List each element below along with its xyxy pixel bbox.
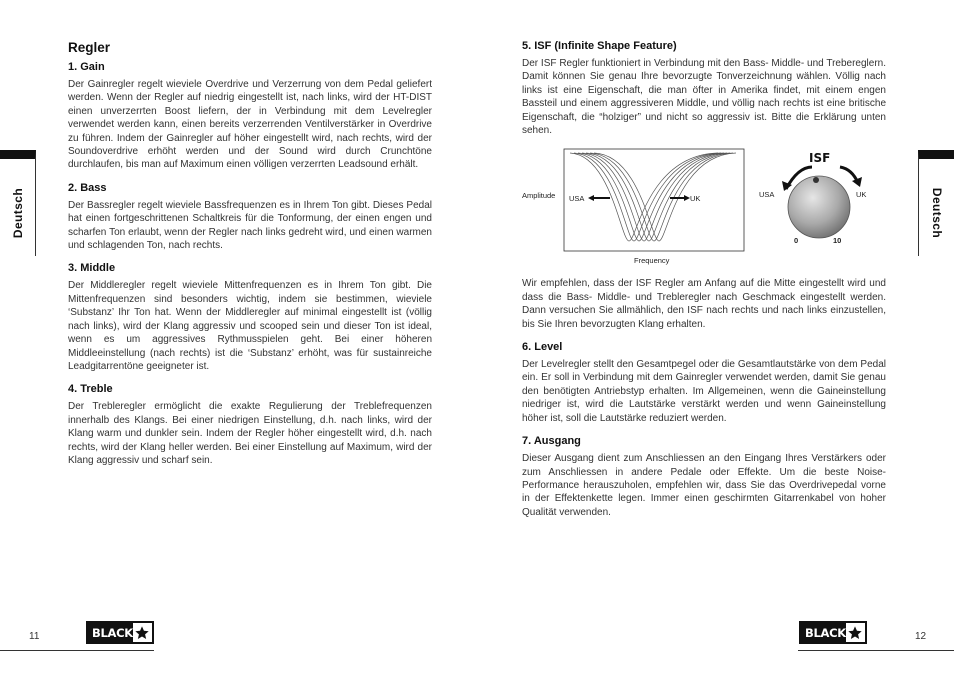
section-heading-treble: 4. Treble (68, 383, 113, 396)
arrow-left-icon (588, 195, 594, 201)
section-heading-middle: 3. Middle (68, 262, 116, 275)
uk-arrow-label: UK (690, 194, 701, 204)
language-tab-left (0, 150, 36, 256)
footer-rule-left (0, 650, 154, 651)
amplitude-label: Amplitude (522, 191, 556, 201)
language-tab-label: Deutsch (11, 187, 25, 239)
knob-max-label: 10 (833, 236, 842, 246)
usa-arrow-label: USA (569, 194, 585, 204)
star-icon (846, 623, 865, 642)
page-title: Regler (68, 40, 111, 55)
knob-title: ISF (809, 151, 831, 166)
brand-logo-left (86, 621, 154, 644)
language-tab-label: Deutsch (930, 187, 944, 239)
isf-knob (788, 176, 850, 238)
section-heading-level: 6. Level (522, 341, 563, 354)
section-heading-isf: 5. ISF (Infinite Shape Feature) (522, 40, 677, 52)
logo-text: BLACK (805, 625, 846, 640)
section-body-gain: Der Gainregler regelt wieviele Overdrive und Verzerrung von dem Pedal geliefert werden. Wenn der Regler auf niedrig eingestellt ist, nach links, wird der HT-DIST einen unverzerrten Boost liefern, der in Verbindung mit dem Levelregler verwendet werden kann, einen bereits verzerrenden Ventilverstärker in Overdrive zu führen. Indem der Gainregler auf höher eingestellt wird, nach rechts, wird der Soundoverdrive erhöht werden und der Sound wird durch Crunchtöne durchlaufen, bis man auf Maximum einen völligen verzerrten Leadsound erhält. (68, 79, 432, 171)
page-number-left: 11 (29, 631, 40, 642)
section-body-ausgang: Dieser Ausgang dient zum Anschliessen an den Eingang Ihres Verstärkers oder zum Anschliessen in andere Pedale oder Effekte. Um die beste Noise-Performance herauszuholen, empfehlen wir, dass Sie das Overdrivepedal vorne in der Effektenkette legen. Immer einen geschirmten Gitarrenkabel von hoher Qualität verwenden. (522, 453, 886, 518)
footer-rule-right (798, 650, 954, 651)
section-body-isf-recommendation: Wir empfehlen, dass der ISF Regler am Anfang auf die Mitte eingestellt wird und dass die Bass- Middle- und Trebleregler nach Geschmack eingestellt werden. Dann versuchen Sie allmählich, den ISF nach rechts und nach links einzustellen, bis Sie Ihren bevorzugten Klang erhalten. (522, 278, 886, 330)
isf-diagram (522, 147, 886, 267)
section-body-level: Der Levelregler stellt den Gesamtpegel oder die Gesamtlautstärke von dem Pedal ein. Er soll in Verbindung mit dem Gainregler verwendet werden, damit Sie genau den benötigten Antriebstyp erhalten. Im Allgemeinen, wenn die Gaineinstellung niedriger ist, wird die Lautstärke verstärkt werden und wenn Gaineinstellung höher ist, soll die Lautstärke reduziert werden. (522, 359, 886, 424)
knob-pointer (813, 177, 819, 183)
star-icon (133, 623, 152, 642)
section-body-middle: Der Middleregler regelt wieviele Mittenfrequenzen es in Ihrem Ton gibt. Die Mittenfrequenzen sind besonders wichtig, indem sie bestimmen, wieviele ‘Substanz’ Ihr Ton hat. Wenn der Middleregler auf minimal eingestellt ist (völlig nach links), wird der Klang aggressiv und scooped sein und dieser Ton ist ideal, wenn es um aggressives Rythmusspielen geht. Bei einer höheren Middleeinstellung (nach rechts) ist die ‘Substanz’ erhöht, was für sustainreiche Leadgitarrentöne geeigneter ist. (68, 280, 432, 372)
section-body-isf: Der ISF Regler funktioniert in Verbindung mit den Bass- Middle- und Trebereglern. Damit können Sie genau Ihre bevorzugte Tonverzeichnung wählen. Völlig nach links ist eine Eigenschaft, die man öfter in Amerika findet, mit einem engen Bassteil und einem aggressiveren Middle, und völlig nach rechts ist eine britische Eigenschaft, die “holziger” und nicht so aggressiv ist. Bitte die Erklärung unten sehen. (522, 58, 886, 137)
knob-usa-label: USA (759, 190, 775, 200)
frequency-response-frame (564, 149, 744, 251)
section-heading-ausgang: 7. Ausgang (522, 435, 581, 448)
left-page-column (68, 40, 432, 477)
isf-diagram-svg (522, 147, 886, 267)
knob-min-label: 0 (794, 236, 799, 246)
brand-logo-right (799, 621, 867, 644)
section-heading-bass: 2. Bass (68, 181, 107, 194)
section-body-bass: Der Bassregler regelt wieviele Bassfrequenzen es in Ihrem Ton gibt. Dieses Pedal hat einen fortgeschrittenen Schaltkreis für die Tonformung, der einen engen und scharfen Ton erlaubt, wenn der Regler nach links gedreht wird, und einen warmen und schlagenden Ton, nach rechts. (68, 199, 432, 252)
section-body-treble: Der Trebleregler ermöglicht die exakte Regulierung der Treblefrequenzen innerhalb des Klangs. Bei einer niedrigen Einstellung, d.h. nach links, wird der Klang warm und dunkler sein. Indem der Regler höher eingestellt wird, d.h. nach rechts, wird der Klang heller werden. Bei einer Einstellung auf Maximum, wird der Klang aggressiv und scharf sein. (68, 401, 432, 466)
section-heading-gain: 1. Gain (68, 61, 105, 73)
logo-text: BLACK (92, 625, 133, 640)
right-page-column (522, 40, 886, 529)
language-tab-right (918, 150, 954, 256)
page-number-right: 12 (915, 631, 927, 642)
knob-uk-label: UK (856, 190, 867, 200)
frequency-label: Frequency (634, 256, 670, 266)
